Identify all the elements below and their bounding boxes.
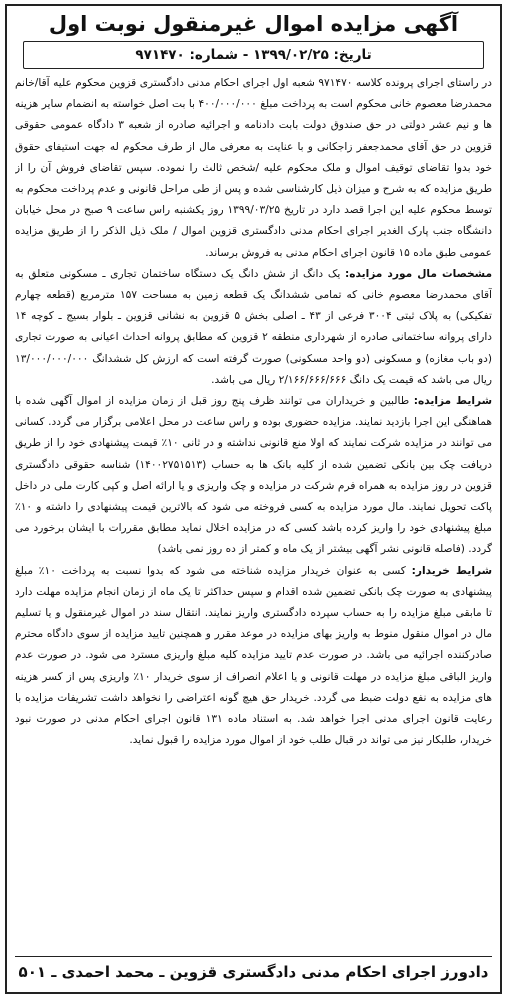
ad-signature-footer: دادورز اجرای احکام مدنی دادگستری قزوین ـ محمد احمدی ـ ۵۰۱ — [15, 956, 492, 988]
ad-specs-text: یک دانگ از شش دانگ یک دستگاه ساختمان تجاری ـ مسکونی متعلق به آقای محمدرضا معصوم خانی که تمامی ششدانگ یک قطعه زمین به مساحت ۱۵۷ مترمربع (قطعه چهارم تفکیکی) به پلاک ثبتی ۳۰۰۴ فرعی از ۴۳ ـ اصلی بخش ۵ قزوین به نشانی قزوین ـ بلوار بسیج ـ کوچه ۱۴ دارای پروانه ساختمانی صادره از شهرداری منطقه ۲ قزوین که مطابق پروانه احداث اعیانی به صورت تجاری (دو باب مغازه) و مسکونی (دو واحد مسکونی) صورت گرفته است که ارزش کل ششدانگ ۱۳/۰۰۰/۰۰۰/۰۰۰ ریال می باشد که قیمت یک دانگ ۲/۱۶۶/۶۶۶/۶۶۶ ریال می باشد. — [15, 267, 492, 386]
ad-buyer-paragraph — [15, 561, 492, 752]
ad-terms-paragraph — [15, 391, 492, 561]
ad-buyer-heading: شرایط خریدار: — [411, 564, 492, 577]
ad-terms-heading: شرایط مزایده: — [413, 395, 492, 408]
ad-intro-paragraph: در راستای اجرای پرونده کلاسه ۹۷۱۴۷۰ شعبه اول اجرای احکام مدنی دادگستری قزوین محکوم علیه آقا/خانم محمدرضا معصوم خانی محکوم است به پرداخت مبلغ ۴۰۰/۰۰۰/۰۰۰ با بت اصل خواسته به انضمام سایر هزینه ها و نیم عشر دولتی در حق صندوق دولت بابت دادنامه و اجرائیه صادره از شعبه ۳ دادگاه عمومی حقوقی قزوین در حق آقای محمدجعفر زاجکانی و با عنایت به معرفی مال از طرف محکوم له جهت استیفای حقوق خود بدوا تقاضای توقیف اموال و ملک محکوم علیه /شخص ثالث را نموده. سپس تقاضای فروش آن را از طریق مزایده که به شرح و میزان ذیل کارشناسی شده و پس از طی مراحل قانونی و عدم پرداخت محکوم به توسط محکوم علیه این اجرا قصد دارد در تاریخ ۱۳۹۹/۰۳/۲۵ روز یکشنبه راس ساعت ۹ صبح در محل خیابان دانشگاه جنب پارک الغدیر اجرای احکام مدنی دادگستری قزوین اموال / ملک ذیل الذکر را از طریق مزایده عمومی طبق ماده ۱۵ قانون اجرای احکام مدنی به فروش برساند. — [15, 77, 492, 259]
ad-date-number: تاریخ: ۱۳۹۹/۰۲/۲۵ - شماره: ۹۷۱۴۷۰ — [23, 41, 484, 69]
ad-body — [15, 73, 492, 952]
ad-specs-paragraph — [15, 264, 492, 391]
ad-specs-heading: مشخصات مال مورد مزایده: — [345, 267, 492, 280]
ad-frame — [5, 4, 502, 994]
ad-buyer-text: کسی به عنوان خریدار مزایده شناخته می شود که بدوا نسبت به پرداخت ۱۰٪ مبلغ پیشنهادی به صورت چک بانکی تضمین شده اقدام و سپس حداکثر تا یک ماه از زمان انجام مزایده مهلت دارد تا مابقی مبلغ مزایده را به حساب سپرده دادگستری واریز نمایند. انتقال سند در اموال غیرمنقول و یا تسلیم مال در اموال منقول منوط به واریز بهای مزایده در موعد مقرر و همچنین تایید مزایده از سوی دادگاه محترم صادرکننده اجرائیه می باشد. در صورت عدم تایید مزایده کلیه مبلغ واریزی مسترد می شود. در صورت عدم واریز الباقی مبلغ مزایده در مهلت قانونی و یا اعلام انصراف از سوی خریدار ۱۰٪ واریزی پس از کسر هزینه های مزایده به نفع دولت ضبط می گردد. خریدار حق هیچ گونه اعتراضی را نخواهد داشت تشریفات مزایده با رعایت قانون اجرای مدنی اجرا خواهد شد. به استناد ماده ۱۳۱ قانون اجرای احکام مدنی در صورت نبود خریدار، طلبکار نیز می تواند در قبال طلب خود از اموال مورد مزایده را قبول نماید. — [15, 564, 492, 747]
ad-terms-text: طالبین و خریداران می توانند ظرف پنج روز قبل از زمان مزایده از اموال آگهی شده با هماهنگی این اجرا بازدید نمایند. مزایده حضوری بوده و راس ساعت در محل اعلامی برگزار می گردد. کسانی می توانند در مزایده شرکت نمایند که اولا منع قانونی نداشته و در ثانی ۱۰٪ قیمت پیشنهادی خود را از طریق دریافت چک بین بانکی تضمین شده از کلیه بانک ها به حساب (۱۴۰۰۲۷۵۱۵۱۳) شناسه حقوقی دادگستری قزوین در روز مزایده به همراه فرم شرکت در مزایده و چک واریزی و یا ارائه اصل و کپی کارت ملی در داخل پاکت تحویل نمایند. مال مورد مزایده به کسی فروخته می شود که بالاترین قیمت پیشنهادی را داشته و ۱۰٪ مبلغ پیشنهادی خود را واریز کرده باشد کسی که در مزایده اخلال نماید مطابق مقررات با ایشان برخورد می گردد. (فاصله قانونی نشر آگهی بیشتر از یک ماه و کمتر از ده روز نمی باشد) — [15, 395, 492, 556]
ad-title: آگهی مزایده اموال غیرمنقول نوبت اول — [48, 12, 459, 36]
